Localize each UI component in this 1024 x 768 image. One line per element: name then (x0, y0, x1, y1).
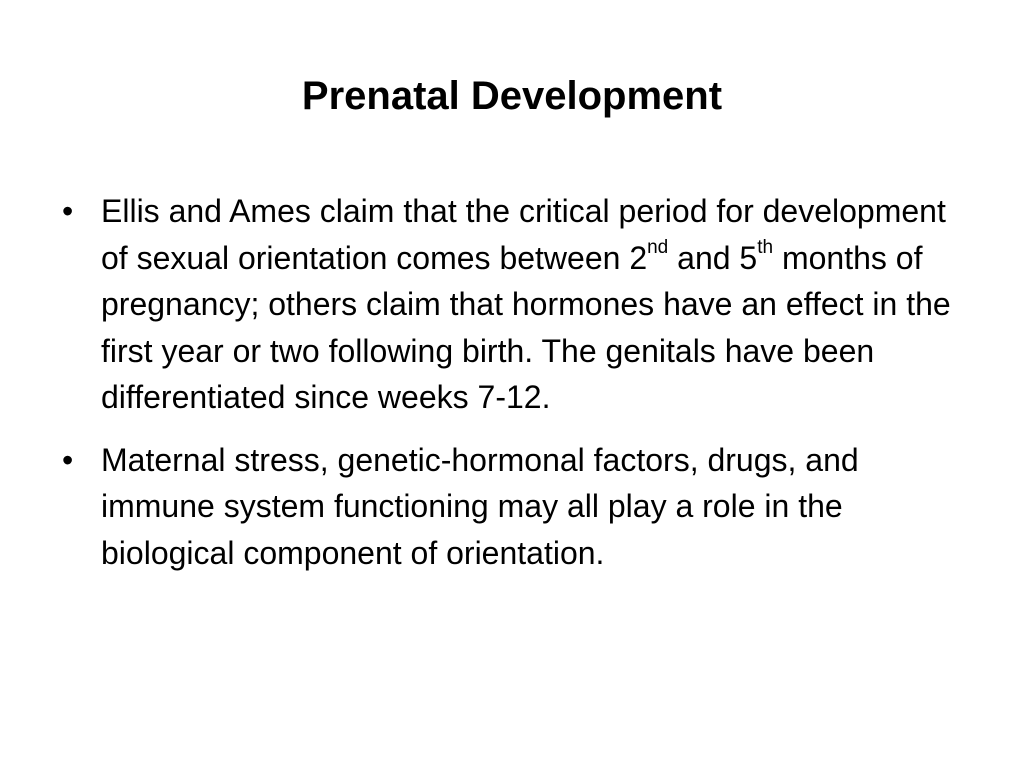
slide-title: Prenatal Development (301, 74, 723, 118)
bullet-text-segment: and 5 (668, 239, 758, 276)
bullet-text (101, 193, 951, 415)
bullet-list (62, 188, 962, 592)
bullet-marker: • (62, 193, 74, 229)
superscript-ordinal: nd (647, 236, 669, 258)
bullet-text-segment: Ellis and Ames claim that the critical period for development of sexual orientation comes between 2 (101, 193, 946, 276)
bullet-text-segment: Maternal stress, genetic-hormonal factors, drugs, and immune system functioning may all play a role in the biological component of orientation. (101, 441, 859, 571)
superscript-ordinal: th (757, 236, 774, 258)
bullet-text (101, 442, 859, 571)
bullet-item-maternal-stress (62, 437, 962, 577)
bullet-text-segment: months of pregnancy; others claim that hormones have an effect in the first year or two following birth. The genitals have been differentiated since weeks 7-12. (101, 239, 951, 415)
bullet-marker: • (62, 441, 74, 478)
bullet-item-critical-period (62, 188, 962, 421)
